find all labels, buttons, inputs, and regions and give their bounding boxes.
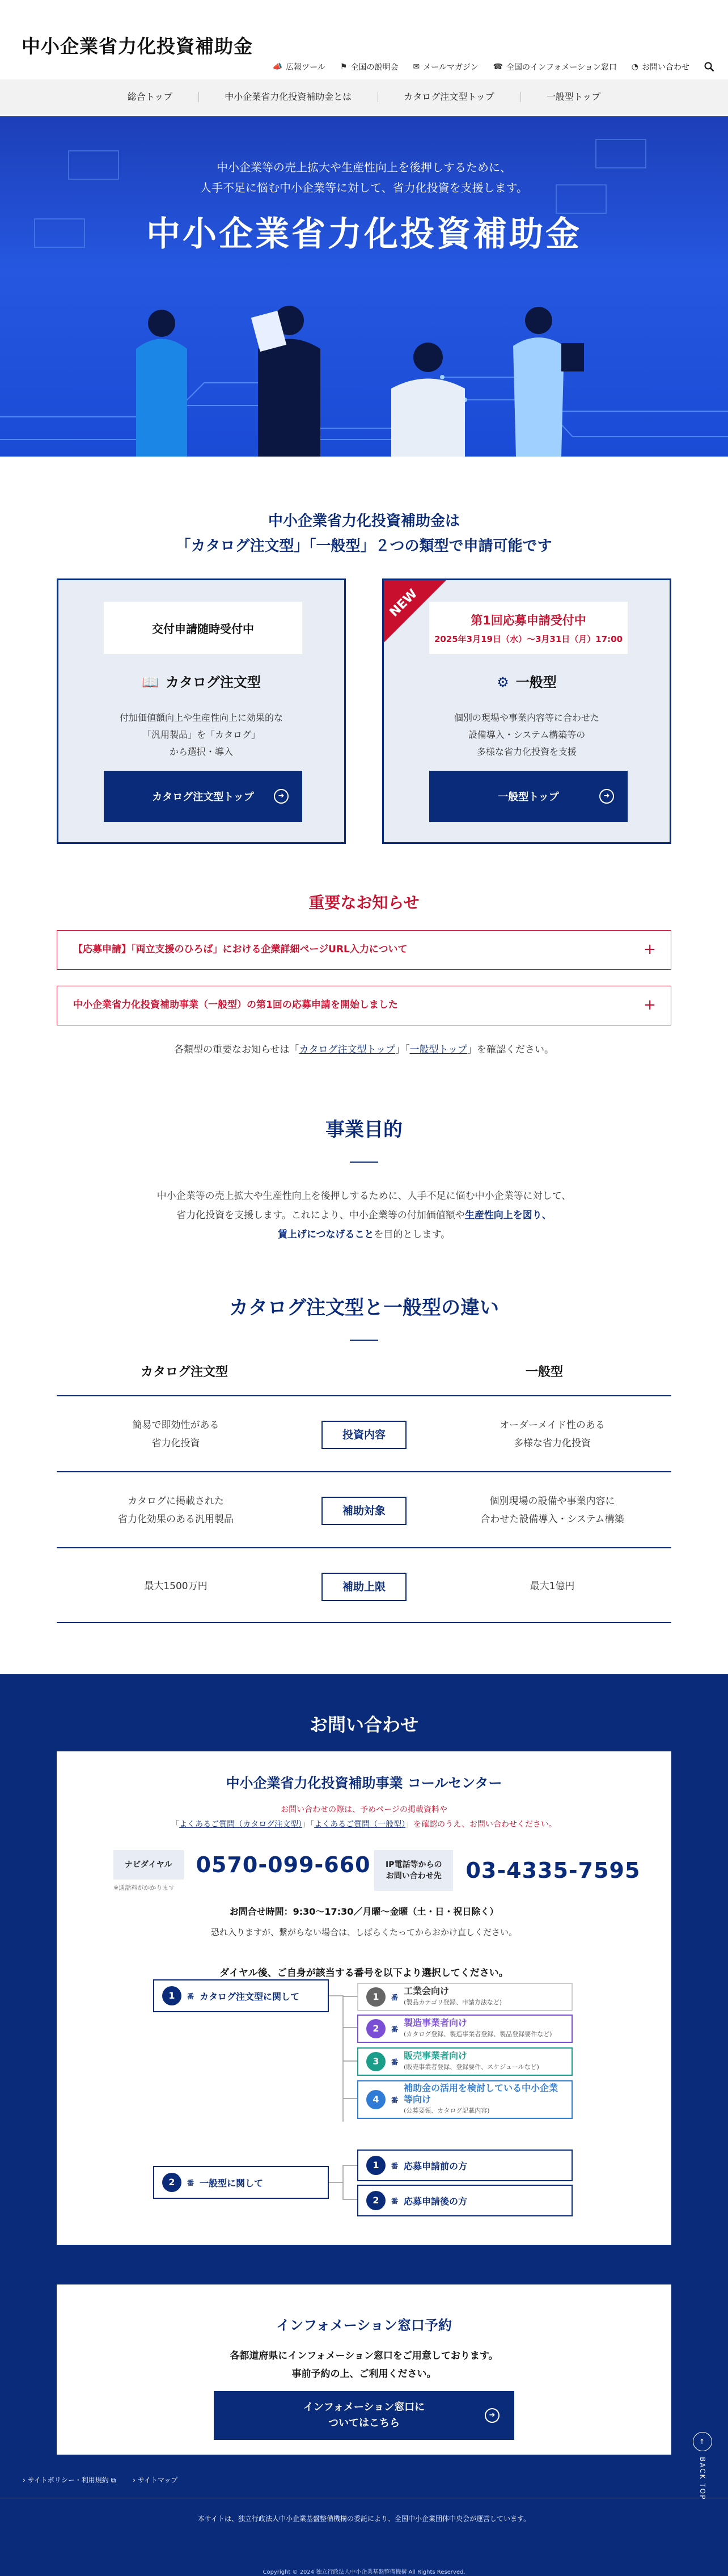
dial-sub-option: 4 番 補助金の活用を検討している中小企業等向け (公募要領、カタログ記載内容) [357, 2080, 573, 2119]
nav-top[interactable]: 総合トップ [127, 91, 173, 102]
hero-lead: 中小企業等の売上拡大や生産性向上を後押しするために、 人手不足に悩む中小企業等に対して、省力化投資を支援します。 [200, 161, 528, 195]
general-name: ⚙ 一般型 [497, 674, 557, 690]
book-icon: 📖 [142, 674, 159, 690]
heading-underline [350, 1340, 378, 1341]
dial-sub-option: 1 番 応募申請前の方 [357, 2150, 573, 2181]
purpose-heading: 事業目的 [325, 1118, 403, 1141]
new-label: NEW [387, 586, 421, 620]
plus-icon: + [644, 996, 656, 1013]
ip-dial-number[interactable]: 03-4335-7595 [465, 1858, 641, 1883]
arrow-right-icon: ➜ [485, 2408, 500, 2423]
utility-nav [273, 61, 714, 73]
general-desc: 個別の現場や事業内容等に合わせた 設備導入・システム構築等の 多様な省力化投資を支援 [454, 712, 599, 757]
dial-option-catalog: 1 番 カタログ注文型に関して [153, 1979, 329, 2012]
util-link-info-desk[interactable]: ☎ 全国のインフォメーション窓口 [493, 62, 617, 72]
diff-row: 簡易で即効性がある 省力化投資 投資内容 オーダーメイド性のある 多様な省力化投資 [57, 1395, 671, 1471]
catalog-card [57, 578, 346, 844]
catalog-badge: 交付申請随時受付中 [104, 602, 302, 654]
util-link-seminars[interactable]: ⚑ 全国の説明会 [340, 62, 399, 72]
navi-dial-label: ナビダイヤル [113, 1850, 184, 1880]
diff-row: カタログに掲載された 省力化効果のある汎用製品 補助対象 個別現場の設備や事業内容に 合わせた設備導入・システム構築 [57, 1471, 671, 1547]
diff-label: 投資内容 [321, 1421, 407, 1449]
nav-about[interactable]: 中小企業省力化投資補助金とは [198, 79, 378, 115]
global-nav [0, 79, 728, 115]
chat-icon: ◔ [631, 62, 638, 71]
info-desk-box [57, 2284, 671, 2455]
catalog-top-link[interactable]: カタログ注文型トップ [299, 1044, 395, 1055]
purpose-text: 中小企業等の売上拡大や生産性向上を後押しするために、人手不足に悩む中小企業等に対して、 省力化投資を支援します。これにより、中小企業等の付加価値額や生産性向上を図り、 賃上げにつなげることを目的とします。 [156, 1190, 572, 1240]
dial-sub-option: 1 番 工業会向け (製品カテゴリ登録、申請方法など) [357, 1983, 573, 2011]
copyright: Copyright © 2024 独立行政法人中小企業基盤整備機構 All Rights Reserved. [263, 2569, 465, 2575]
util-link-pr-tools[interactable]: 📣 広報ツール [272, 62, 325, 72]
site-header [0, 0, 728, 116]
footer-link-policy[interactable]: › サイトポリシー・利用規約 ⧉ [23, 2476, 116, 2484]
footer-note: 本サイトは、独立行政法人中小企業基盤整備機構の委託により、全国中小企業団体中央会が運営しています。 [197, 2515, 531, 2523]
contact-hours: お問合せ時間：9:30～17:30／月曜～金曜（土・日・祝日除く） [229, 1906, 499, 1917]
contact-heading: お問い合わせ [309, 1714, 418, 1735]
heading-underline [350, 1162, 378, 1163]
arrow-right-icon: ➜ [274, 789, 289, 804]
catalog-desc: 付加価値額向上や生産性向上に効果的な 「汎用製品」を「カタログ」 から選択・導入 [119, 712, 283, 757]
general-top-link[interactable]: 一般型トップ [409, 1044, 467, 1055]
arrow-up-icon: ↑ [693, 2432, 712, 2451]
dial-select-text: ダイヤル後、ご自身が該当する番号を以下より選択してください。 [219, 1967, 509, 1979]
nav-general[interactable]: 一般型トップ [520, 79, 627, 115]
types-heading: 中小企業省力化投資補助金は 「カタログ注文型」「一般型」２つの類型で申請可能です [176, 513, 552, 555]
plus-icon: + [644, 941, 656, 958]
call-fee-note: ※通話料がかかります [113, 1884, 175, 1891]
footer-link-sitemap[interactable]: › サイトマップ [133, 2476, 178, 2484]
dial-sub-option: 2 番 応募申請後の方 [357, 2185, 573, 2216]
notice-item[interactable]: 【応募申請】「両立支援のひろば」における企業詳細ページURL入力について + [57, 930, 671, 970]
notice-item[interactable]: 中小企業省力化投資補助事業（一般型）の第1回の応募申請を開始しました + [57, 986, 671, 1025]
diff-label: 補助上限 [321, 1573, 407, 1601]
info-desk-desc: 各都道府県にインフォメーション窓口をご用意しております。 事前予約の上、ご利用ください。 [230, 2350, 498, 2380]
catalog-name: 📖 カタログ注文型 [142, 674, 261, 690]
search-button[interactable] [704, 62, 714, 72]
search-icon [704, 62, 714, 72]
call-center-box [57, 1751, 671, 2245]
ip-dial-label: IP電話等からの お問い合わせ先 [374, 1850, 453, 1891]
faq-catalog-link[interactable]: よくあるご質問（カタログ注文型） [179, 1820, 303, 1829]
call-center-title: 中小企業省力化投資補助事業 コールセンター [226, 1775, 502, 1791]
contact-busy-note: 恐れ入りますが、繋がらない場合は、しばらくたってからおかけ直しください。 [210, 1927, 517, 1937]
diff-heading: カタログ注文型と一般型の違い [229, 1297, 499, 1319]
hero-illustration [0, 303, 728, 457]
dial-sub-option: 3 番 販売事業者向け (販売事業者登録、登録要件、スケジュールなど) [357, 2047, 573, 2076]
footer-links [23, 2475, 178, 2485]
site-logo[interactable]: 中小企業省力化投資補助金 [22, 35, 253, 57]
contact-note: お問い合わせの際は、予めページの掲載資料や 「よくあるご質問（カタログ注文型）」「よくあるご質問（一般型）」を確認のうえ、お問い合わせください。 [171, 1805, 557, 1829]
hero-banner [0, 116, 728, 457]
arrow-right-icon: ➜ [599, 789, 614, 804]
catalog-top-button[interactable]: カタログ注文型トップ ➜ [104, 771, 302, 822]
dial-sub-option: 2 番 製造事業者向け (カタログ登録、製造事業者登録、製品登録要件など) [357, 2015, 573, 2043]
person-figures [136, 306, 584, 457]
diff-label: 補助対象 [321, 1497, 407, 1525]
notices-note: 各類型の重要なお知らせは「カタログ注文型トップ」「一般型トップ」を確認ください。 [174, 1044, 554, 1055]
general-card [382, 578, 671, 844]
diff-left-head: カタログ注文型 [140, 1365, 228, 1379]
contact-section [0, 1674, 728, 2576]
gear-icon: ⚙ [497, 674, 509, 690]
info-desk-button[interactable]: インフォメーション窓口に ついてはこちら ➜ [214, 2391, 514, 2440]
util-link-contact[interactable]: ◔ お問い合わせ [631, 62, 689, 72]
diff-row: 最大1500万円 補助上限 最大1億円 [57, 1547, 671, 1623]
navi-dial-number[interactable]: 0570-099-660 [196, 1852, 371, 1877]
phone-icon: ☎ [493, 62, 503, 71]
util-link-mailmag[interactable]: ✉ メールマガジン [413, 62, 479, 72]
diff-right-head: 一般型 [525, 1365, 563, 1379]
megaphone-icon: 📣 [272, 62, 283, 71]
general-top-button[interactable]: 一般型トップ ➜ [429, 771, 628, 822]
back-to-top-button[interactable]: ↑ BACK TOP [693, 2432, 712, 2500]
info-desk-heading: インフォメーション窓口予約 [276, 2317, 452, 2333]
mail-icon: ✉ [413, 62, 420, 71]
dial-option-general: 2 番 一般型に関して [153, 2166, 329, 2199]
nav-catalog[interactable]: カタログ注文型トップ [378, 79, 520, 115]
faq-general-link[interactable]: よくあるご質問（一般型） [314, 1820, 406, 1829]
flag-icon: ⚑ [340, 62, 348, 71]
notices-heading: 重要なお知らせ [308, 893, 420, 912]
hero-title: 中小企業省力化投資補助金 [146, 214, 582, 254]
general-badge: 第1回応募申請受付中 2025年3月19日（水）～3月31日（月）17:00 [429, 602, 628, 654]
external-link-icon: ⧉ [111, 2476, 116, 2484]
